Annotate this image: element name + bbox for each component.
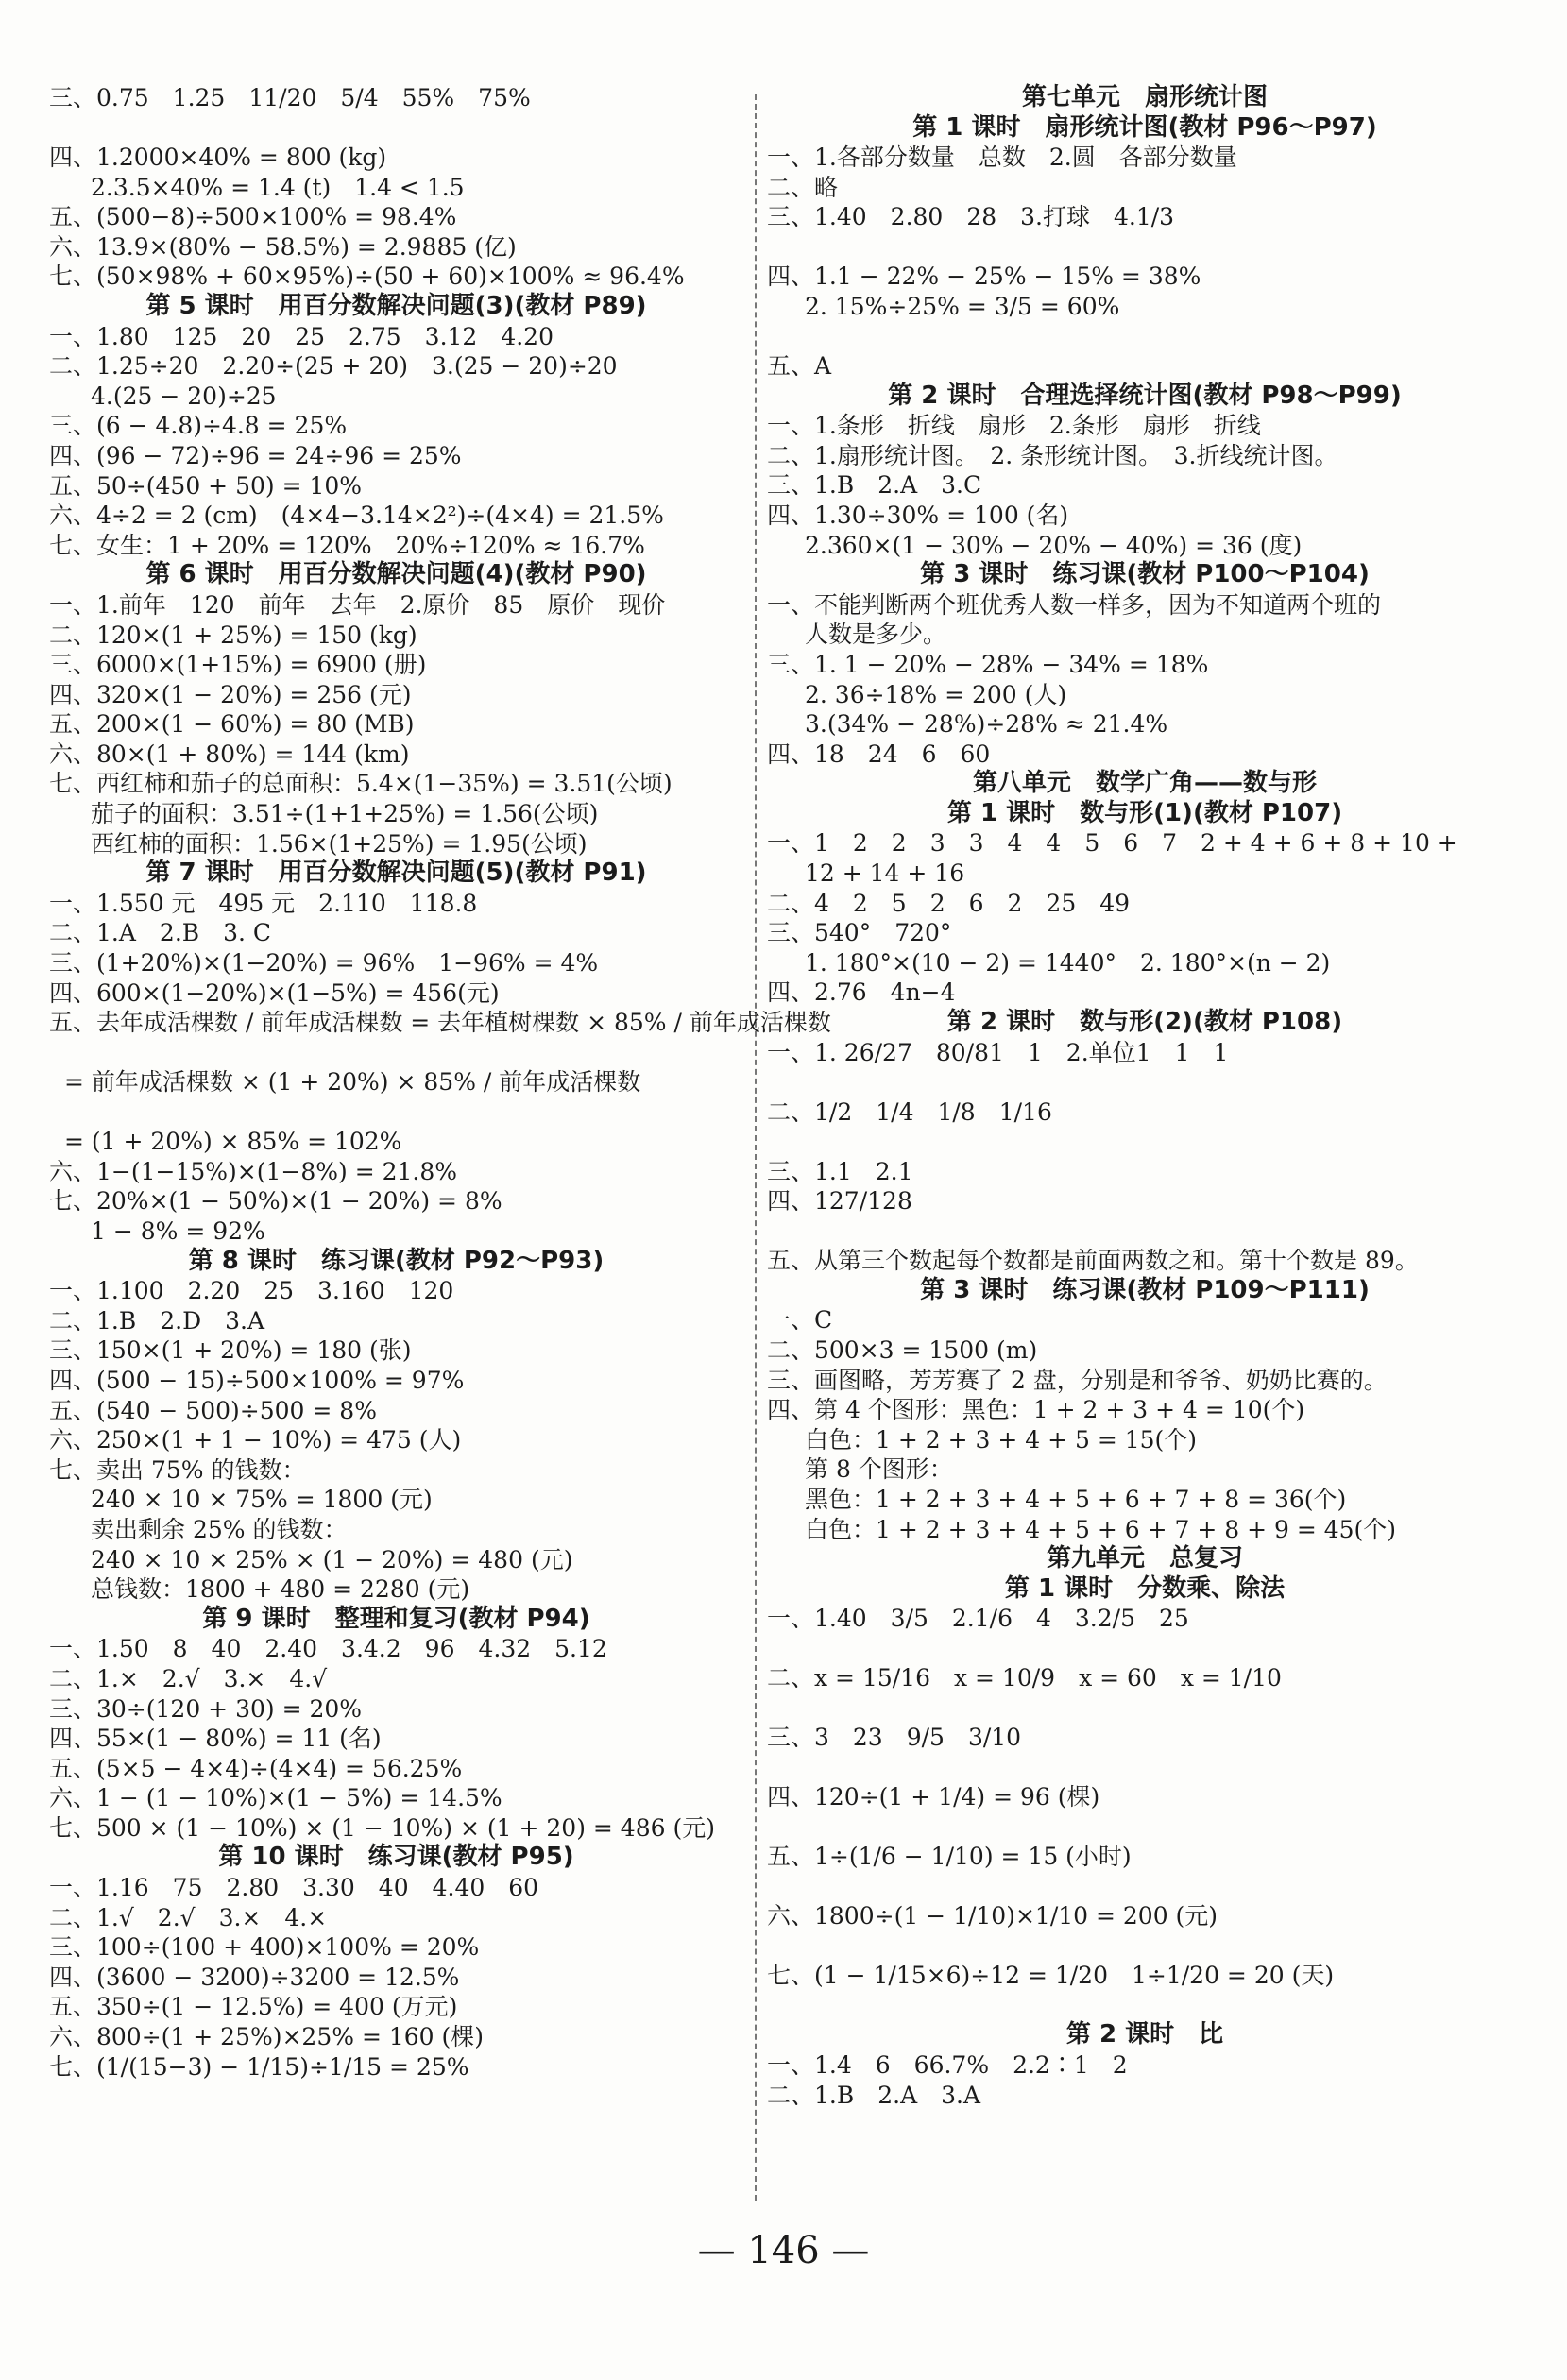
answer-line: 三、6000×(1+15%) = 6900 (册) <box>49 651 427 679</box>
lesson-heading: 第 8 课时 练习课(教材 P92～P93) <box>188 1246 605 1275</box>
lesson-heading: 第 7 课时 用百分数解决问题(5)(教材 P91) <box>145 858 647 888</box>
answer-line: 四、600×(1−20%)×(1−5%) = 456(元) <box>49 978 500 1007</box>
answer-line: 三、画图略，芳芳赛了 2 盘，分别是和爷爷、奶奶比赛的。 <box>767 1366 1388 1394</box>
answer-line: 七、卖出 75% 的钱数： <box>49 1455 306 1484</box>
answer-line: 一、1.前年 120 前年 去年 2.原价 85 原价 现价 <box>49 590 666 619</box>
page-number: — 146 — <box>697 2229 870 2272</box>
answer-line: 2. 15%÷25% = 3/5 = 60% <box>805 292 1120 320</box>
answer-line: 二、1.B 2.A 3.A <box>767 2081 981 2109</box>
unit-heading: 第八单元 数学广角——数与形 <box>972 769 1317 798</box>
answer-line: 五、(500−8)÷500×100% = 98.4% <box>49 203 457 231</box>
answer-line: 三、30÷(120 + 30) = 20% <box>49 1694 363 1723</box>
answer-line: 五、(540 − 500)÷500 = 8% <box>49 1396 377 1424</box>
answer-line: 四、1.2000×40% = 800 (kg) <box>49 144 387 171</box>
answer-line: 四、第 4 个图形：黑色：1 + 2 + 3 + 4 = 10(个) <box>767 1396 1305 1424</box>
answer-line: 四、(500 − 15)÷500×100% = 97% <box>49 1366 465 1394</box>
answer-line: 二、1.× 2.√ 3.× 4.√ <box>49 1664 328 1692</box>
answer-line: 一、1.条形 折线 扇形 2.条形 扇形 折线 <box>767 412 1261 440</box>
answer-line: 五、(5×5 − 4×4)÷(4×4) = 56.25% <box>49 1754 463 1782</box>
answer-line: 六、1800÷(1 − 1/10)×1/10 = 200 (元) <box>767 1902 1218 1930</box>
answer-line: 四、55×(1 − 80%) = 11 (名) <box>49 1725 382 1753</box>
right-column <box>767 83 1523 2110</box>
answer-line: 六、800÷(1 + 25%)×25% = 160 (棵) <box>49 2023 485 2051</box>
answer-line: 七、(1 − 1/15×6)÷12 = 1/20 1÷1/20 = 20 (天) <box>767 1962 1335 1990</box>
answer-line: 三、100÷(100 + 400)×100% = 20% <box>49 1933 480 1962</box>
answer-line: 二、1.扇形统计图。 2. 条形统计图。 3.折线统计图。 <box>767 441 1338 469</box>
answer-line: 二、1.B 2.D 3.A <box>49 1306 265 1334</box>
answer-line: 四、1.30÷30% = 100 (名) <box>767 501 1069 529</box>
answer-line: 五、350÷(1 − 12.5%) = 400 (万元) <box>49 1993 458 2021</box>
lesson-heading: 第 1 课时 扇形统计图(教材 P96～P97) <box>912 112 1377 142</box>
answer-line: 四、127/128 <box>767 1187 912 1216</box>
answer-line: 六、250×(1 + 1 − 10%) = 475 (人) <box>49 1426 462 1454</box>
answer-line: 一、1.4 6 66.7% 2.2∶1 2 <box>767 2050 1128 2079</box>
answer-line: 二、略 <box>767 173 839 201</box>
answer-line: 二、1.A 2.B 3. C <box>49 919 272 947</box>
answer-line: 3.(34% − 28%)÷28% ≈ 21.4% <box>805 710 1168 739</box>
answer-line: 一、1.40 3/5 2.1/6 4 3.2/5 25 <box>767 1605 1189 1633</box>
answer-line: 一、1 2 2 3 3 4 4 5 6 7 2 + 4 + 6 + 8 + 10 + <box>767 829 1457 858</box>
lesson-heading: 第 10 课时 练习课(教材 P95) <box>218 1843 574 1872</box>
column-divider <box>755 94 757 2201</box>
answer-line: 五、200×(1 − 60%) = 80 (MB) <box>49 710 415 739</box>
lesson-heading: 第 1 课时 数与形(1)(教材 P107) <box>946 798 1343 827</box>
answer-line: 12 + 14 + 16 <box>805 859 965 888</box>
answer-line: = 前年成活棵数 × (1 + 20%) × 85% / 前年成活棵数 <box>64 1068 641 1096</box>
answer-line: 二、1.√ 2.√ 3.× 4.× <box>49 1903 328 1931</box>
unit-heading: 第七单元 扇形统计图 <box>1021 83 1268 111</box>
answer-line: 四、18 24 6 60 <box>767 740 991 768</box>
answer-line: 三、3 23 9/5 3/10 <box>767 1724 1022 1752</box>
answer-line: 2.3.5×40% = 1.4 (t) 1.4 < 1.5 <box>91 173 465 201</box>
answer-line: 2.360×(1 − 30% − 20% − 40%) = 36 (度) <box>805 531 1303 559</box>
answer-line: 三、1.B 2.A 3.C <box>767 471 982 500</box>
answer-line: 五、从第三个数起每个数都是前面两数之和。第十个数是 89。 <box>767 1247 1419 1275</box>
answer-line: 七、(50×98% + 60×95%)÷(50 + 60)×100% ≈ 96.4% <box>49 263 685 291</box>
answer-line: 二、500×3 = 1500 (m) <box>767 1336 1038 1364</box>
answer-line: 西红柿的面积：1.56×(1+25%) = 1.95(公顷) <box>91 829 588 858</box>
answer-line: 四、2.76 4n−4 <box>767 978 956 1007</box>
answer-line: 1 − 8% = 92% <box>91 1217 265 1245</box>
lesson-heading: 第 1 课时 分数乘、除法 <box>1004 1573 1286 1603</box>
answer-line: 二、4 2 5 2 6 2 25 49 <box>767 889 1131 917</box>
unit-heading: 第九单元 总复习 <box>1046 1544 1243 1573</box>
answer-line: 六、1−(1−15%)×(1−8%) = 21.8% <box>49 1157 458 1185</box>
answer-line: 七、女生：1 + 20% = 120% 20%÷120% ≈ 16.7% <box>49 531 645 559</box>
answer-line: 三、150×(1 + 20%) = 180 (张) <box>49 1336 412 1365</box>
answer-line: 五、1÷(1/6 − 1/10) = 15 (小时) <box>767 1843 1132 1871</box>
answer-line: 二、1.25÷20 2.20÷(25 + 20) 3.(25 − 20)÷20 <box>49 352 618 381</box>
answer-line: 七、(1/(15−3) − 1/15)÷1/15 = 25% <box>49 2052 469 2081</box>
answer-line: 三、1.1 2.1 <box>767 1157 913 1185</box>
answer-line: 六、4÷2 = 2 (cm) (4×4−3.14×2²)÷(4×4) = 21.5% <box>49 502 664 530</box>
lesson-heading: 第 5 课时 用百分数解决问题(3)(教材 P89) <box>145 291 647 320</box>
answer-line: 三、1. 1 − 20% − 28% − 34% = 18% <box>767 650 1209 678</box>
answer-line: 2. 36÷18% = 200 (人) <box>805 680 1067 708</box>
answer-line: 五、去年成活棵数 / 前年成活棵数 = 去年植树棵数 × 85% / 前年成活棵数 <box>49 1009 831 1037</box>
answer-line: 白色：1 + 2 + 3 + 4 + 5 + 6 + 7 + 8 + 9 = 45(个) <box>805 1515 1397 1543</box>
lesson-heading: 第 6 课时 用百分数解决问题(4)(教材 P90) <box>145 560 647 589</box>
answer-line: 一、不能判断两个班优秀人数一样多，因为不知道两个班的 <box>767 590 1382 619</box>
answer-line: 四、320×(1 − 20%) = 256 (元) <box>49 680 412 708</box>
answer-line: 1. 180°×(10 − 2) = 1440° 2. 180°×(n − 2) <box>805 948 1331 977</box>
answer-line: 三、0.75 1.25 11/20 5/4 55% 75% <box>49 84 531 111</box>
answer-line: 二、x = 15/16 x = 10/9 x = 60 x = 1/10 <box>767 1664 1282 1692</box>
answer-line: 五、50÷(450 + 50) = 10% <box>49 471 363 500</box>
answer-line: 六、80×(1 + 80%) = 144 (km) <box>49 740 410 768</box>
answer-line: 一、1.550 元 495 元 2.110 118.8 <box>49 889 478 917</box>
answer-line: 四、120÷(1 + 1/4) = 96 (棵) <box>767 1783 1100 1811</box>
answer-line: 240 × 10 × 75% = 1800 (元) <box>91 1486 433 1514</box>
answer-line: 一、1.100 2.20 25 3.160 120 <box>49 1277 454 1305</box>
answer-line: 七、20%×(1 − 50%)×(1 − 20%) = 8% <box>49 1187 502 1216</box>
answer-line: 总钱数：1800 + 480 = 2280 (元) <box>91 1575 470 1604</box>
answer-line: 卖出剩余 25% 的钱数： <box>91 1515 348 1543</box>
answer-line: 七、500 × (1 − 10%) × (1 − 10%) × (1 + 20) = 486 (元) <box>49 1813 715 1842</box>
answer-line: 二、120×(1 + 25%) = 150 (kg) <box>49 620 417 649</box>
answer-line: 一、1.16 75 2.80 3.30 40 4.40 60 <box>49 1874 539 1902</box>
answer-line: 一、1.50 8 40 2.40 3.4.2 96 4.32 5.12 <box>49 1635 607 1663</box>
answer-line: 五、A <box>767 351 832 380</box>
answer-line: 三、540° 720° <box>767 919 952 947</box>
answer-line: 4.(25 − 20)÷25 <box>91 382 277 410</box>
lesson-heading: 第 2 课时 合理选择统计图(教材 P98～P99) <box>888 381 1402 410</box>
answer-line: = (1 + 20%) × 85% = 102% <box>64 1128 402 1156</box>
answer-line: 六、1 − (1 − 10%)×(1 − 5%) = 14.5% <box>49 1784 502 1812</box>
answer-line: 人数是多少。 <box>805 620 947 649</box>
answer-line: 三、(6 − 4.8)÷4.8 = 25% <box>49 412 348 440</box>
answer-line: 四、(96 − 72)÷96 = 24÷96 = 25% <box>49 441 462 469</box>
answer-line: 三、(1+20%)×(1−20%) = 96% 1−96% = 4% <box>49 949 599 978</box>
lesson-heading: 第 2 课时 比 <box>1065 2020 1224 2049</box>
answer-line: 七、西红柿和茄子的总面积：5.4×(1−35%) = 3.51(公顷) <box>49 770 673 798</box>
answer-line: 四、(3600 − 3200)÷3200 = 12.5% <box>49 1963 460 1991</box>
lesson-heading: 第 3 课时 练习课(教材 P100～P104) <box>920 560 1370 589</box>
answer-line: 四、1.1 − 22% − 25% − 15% = 38% <box>767 263 1201 291</box>
answer-line: 二、1/2 1/4 1/8 1/16 <box>767 1097 1052 1126</box>
lesson-heading: 第 9 课时 整理和复习(教材 P94) <box>202 1604 590 1633</box>
lesson-heading: 第 2 课时 数与形(2)(教材 P108) <box>946 1008 1343 1037</box>
answer-line: 黑色：1 + 2 + 3 + 4 + 5 + 6 + 7 + 8 = 36(个) <box>805 1485 1347 1513</box>
lesson-heading: 第 3 课时 练习课(教材 P109～P111) <box>920 1275 1370 1304</box>
answer-line: 六、13.9×(80% − 58.5%) = 2.9885 (亿) <box>49 232 517 261</box>
answer-line: 一、1.各部分数量 总数 2.圆 各部分数量 <box>767 144 1237 172</box>
answer-line: 白色：1 + 2 + 3 + 4 + 5 = 15(个) <box>805 1425 1198 1454</box>
answer-line: 一、1. 26/27 80/81 1 2.单位1 1 1 <box>767 1038 1229 1066</box>
answer-line: 一、1.80 125 20 25 2.75 3.12 4.20 <box>49 322 554 350</box>
answer-line: 第 8 个图形： <box>805 1455 953 1484</box>
answer-line: 一、C <box>767 1306 833 1334</box>
answer-line: 240 × 10 × 25% × (1 − 20%) = 480 (元) <box>91 1545 573 1573</box>
answer-line: 三、1.40 2.80 28 3.打球 4.1/3 <box>767 203 1175 231</box>
answer-line: 茄子的面积：3.51÷(1+1+25%) = 1.56(公顷) <box>91 800 599 828</box>
